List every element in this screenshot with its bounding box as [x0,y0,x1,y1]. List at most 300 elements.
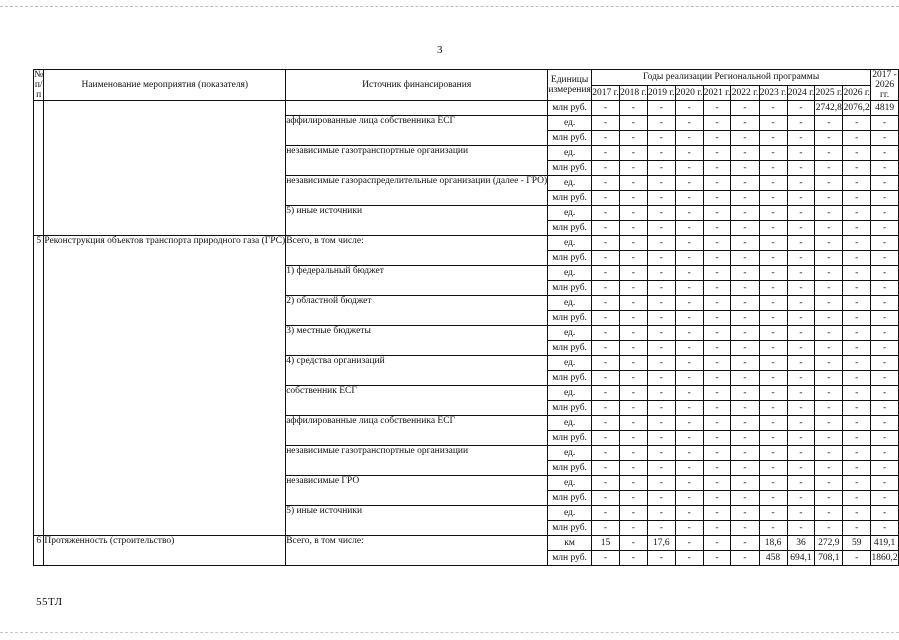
value-cell: - [787,431,815,446]
value-cell: 272,9 [815,536,843,551]
value-cell: - [843,161,871,176]
value-cell: - [619,476,647,491]
value-cell: - [815,236,843,251]
header-year: 2017 г. [592,85,620,101]
unit-cell: млн руб. [548,281,592,296]
value-cell: - [787,281,815,296]
value-cell: - [759,386,787,401]
unit-cell: млн руб. [548,491,592,506]
value-cell: - [787,206,815,221]
unit-cell: ед. [548,506,592,521]
value-cell: - [703,431,731,446]
value-cell: - [619,266,647,281]
value-cell: - [731,281,759,296]
value-cell: - [619,386,647,401]
value-cell: - [675,101,703,116]
value-cell: - [731,341,759,356]
value-cell: - [731,266,759,281]
item-name: Протяженность (строительство) [44,536,286,566]
value-cell: - [731,446,759,461]
value-cell: - [843,356,871,371]
value-cell: - [592,416,620,431]
value-cell: - [843,491,871,506]
unit-cell: млн руб. [548,311,592,326]
value-cell: - [675,356,703,371]
total-cell: - [871,191,899,206]
value-cell: - [647,401,675,416]
value-cell: - [731,176,759,191]
value-cell: - [703,356,731,371]
value-cell: - [815,221,843,236]
value-cell: - [759,251,787,266]
total-cell: - [871,296,899,311]
value-cell: - [647,431,675,446]
value-cell: - [843,326,871,341]
funding-source: независимые газотранспортные организации [286,446,548,476]
value-cell: - [619,236,647,251]
value-cell: - [843,371,871,386]
value-cell: - [619,371,647,386]
value-cell: - [703,476,731,491]
value-cell: - [592,521,620,536]
header-year: 2025 г. [815,85,843,101]
value-cell: - [619,446,647,461]
value-cell: - [703,461,731,476]
value-cell: - [647,161,675,176]
funding-source: аффилированные лица собственника ЕСГ [286,116,548,146]
value-cell: - [675,386,703,401]
value-cell: - [592,491,620,506]
header-year: 2021 г. [703,85,731,101]
unit-cell: ед. [548,266,592,281]
total-cell: - [871,431,899,446]
value-cell: - [619,326,647,341]
unit-cell: ед. [548,416,592,431]
header-year: 2019 г. [647,85,675,101]
value-cell: - [843,206,871,221]
unit-cell: ед. [548,146,592,161]
unit-cell: ед. [548,206,592,221]
value-cell: - [619,101,647,116]
value-cell: - [647,386,675,401]
unit-cell: ед. [548,116,592,131]
value-cell: - [815,371,843,386]
value-cell: - [675,236,703,251]
value-cell: - [647,446,675,461]
value-cell: - [675,446,703,461]
value-cell: - [759,506,787,521]
value-cell: - [619,251,647,266]
total-cell: - [871,206,899,221]
value-cell: - [619,551,647,566]
value-cell: - [647,176,675,191]
value-cell: - [731,326,759,341]
value-cell: - [703,536,731,551]
value-cell: - [787,476,815,491]
unit-cell: млн руб. [548,251,592,266]
value-cell: - [619,311,647,326]
value-cell: - [815,266,843,281]
total-cell: - [871,236,899,251]
value-cell: 708,1 [815,551,843,566]
value-cell: - [759,416,787,431]
total-cell: - [871,506,899,521]
value-cell: - [731,251,759,266]
value-cell: - [647,146,675,161]
value-cell: - [703,101,731,116]
value-cell: - [675,296,703,311]
value-cell: - [759,311,787,326]
unit-cell: млн руб. [548,401,592,416]
value-cell: - [843,401,871,416]
value-cell: - [647,101,675,116]
header-year: 2023 г. [759,85,787,101]
value-cell: - [787,236,815,251]
value-cell: - [592,251,620,266]
value-cell: - [815,161,843,176]
value-cell: - [759,491,787,506]
value-cell: - [703,551,731,566]
value-cell: - [815,341,843,356]
total-cell: - [871,521,899,536]
value-cell: - [787,221,815,236]
value-cell: - [675,146,703,161]
unit-cell: млн руб. [548,341,592,356]
total-cell: - [871,416,899,431]
value-cell: - [647,191,675,206]
value-cell: - [675,206,703,221]
value-cell: - [787,341,815,356]
total-cell: - [871,401,899,416]
value-cell: - [675,371,703,386]
value-cell: - [815,476,843,491]
value-cell: - [731,416,759,431]
value-cell: - [843,221,871,236]
value-cell: - [619,416,647,431]
table-header [34,70,899,101]
total-cell: - [871,281,899,296]
value-cell: - [815,296,843,311]
value-cell: - [592,296,620,311]
value-cell: - [787,266,815,281]
value-cell: - [759,101,787,116]
total-cell: - [871,461,899,476]
value-cell: - [592,131,620,146]
value-cell: - [731,461,759,476]
value-cell: - [703,161,731,176]
document-code: 55ТЛ [36,596,63,608]
value-cell: - [731,206,759,221]
value-cell: - [815,506,843,521]
value-cell: - [592,101,620,116]
value-cell: - [731,161,759,176]
value-cell: - [787,521,815,536]
value-cell: - [647,311,675,326]
value-cell: - [759,281,787,296]
value-cell: - [703,341,731,356]
total-cell: - [871,116,899,131]
unit-cell: млн руб. [548,101,592,116]
value-cell: - [731,521,759,536]
header-years-group: Годы реализации Региональной программы [592,70,871,86]
value-cell: - [619,491,647,506]
value-cell: - [815,446,843,461]
value-cell: - [731,146,759,161]
value-cell: - [592,191,620,206]
value-cell: - [731,431,759,446]
value-cell: - [703,371,731,386]
total-cell: - [871,371,899,386]
value-cell: - [731,191,759,206]
unit-cell: ед. [548,176,592,191]
value-cell: - [619,461,647,476]
value-cell: - [787,506,815,521]
funding-source: 3) местные бюджеты [286,326,548,356]
value-cell: - [619,161,647,176]
value-cell: - [703,281,731,296]
value-cell: - [675,491,703,506]
value-cell: - [703,446,731,461]
value-cell: - [619,116,647,131]
value-cell: - [815,521,843,536]
value-cell: - [592,281,620,296]
value-cell: - [619,521,647,536]
value-cell: - [759,266,787,281]
value-cell: - [759,521,787,536]
item-name [44,101,286,236]
value-cell: - [647,461,675,476]
funding-source [286,101,548,116]
total-cell: - [871,356,899,371]
value-cell: - [759,206,787,221]
unit-cell: млн руб. [548,431,592,446]
value-cell: - [675,176,703,191]
funding-source: независимые газораспределительные организации (далее - ГРО) [286,176,548,206]
value-cell: - [703,521,731,536]
value-cell: - [703,506,731,521]
value-cell: - [619,221,647,236]
value-cell: - [843,341,871,356]
value-cell: - [675,551,703,566]
total-cell: 4819 [871,101,899,116]
unit-cell: млн руб. [548,551,592,566]
value-cell: - [759,236,787,251]
value-cell: - [703,401,731,416]
item-name: Реконструкция объектов транспорта природного газа (ГРС) [44,236,286,536]
value-cell: - [731,116,759,131]
total-cell: 1860,2 [871,551,899,566]
value-cell: - [675,311,703,326]
value-cell: - [815,116,843,131]
value-cell: - [787,356,815,371]
value-cell: - [647,356,675,371]
value-cell: - [731,131,759,146]
value-cell: - [619,281,647,296]
unit-cell: ед. [548,476,592,491]
value-cell: - [647,281,675,296]
value-cell: - [787,191,815,206]
value-cell: - [647,371,675,386]
value-cell: - [843,431,871,446]
value-cell: - [787,401,815,416]
header-year: 2022 г. [731,85,759,101]
value-cell: - [815,131,843,146]
value-cell: - [592,146,620,161]
value-cell: - [815,251,843,266]
value-cell: - [815,281,843,296]
value-cell: - [592,446,620,461]
value-cell: - [815,386,843,401]
value-cell: - [815,326,843,341]
value-cell: - [619,401,647,416]
value-cell: - [843,191,871,206]
value-cell: - [759,371,787,386]
value-cell: - [815,431,843,446]
value-cell: - [647,266,675,281]
unit-cell: ед. [548,326,592,341]
value-cell: - [703,176,731,191]
value-cell: - [592,341,620,356]
value-cell: - [787,116,815,131]
value-cell: - [647,551,675,566]
header-year: 2020 г. [675,85,703,101]
value-cell: - [843,311,871,326]
value-cell: - [731,236,759,251]
value-cell: - [731,296,759,311]
value-cell: - [675,161,703,176]
value-cell: - [619,431,647,446]
unit-cell: млн руб. [548,461,592,476]
value-cell: - [731,551,759,566]
value-cell: - [787,161,815,176]
total-cell: - [871,446,899,461]
value-cell: - [592,176,620,191]
value-cell: - [815,176,843,191]
total-cell: - [871,221,899,236]
total-cell: - [871,491,899,506]
value-cell: - [619,191,647,206]
value-cell: - [759,401,787,416]
value-cell: - [815,491,843,506]
value-cell: - [759,176,787,191]
value-cell: - [647,476,675,491]
value-cell: - [619,356,647,371]
total-cell: - [871,341,899,356]
value-cell: - [647,416,675,431]
value-cell: - [675,476,703,491]
funding-source: 5) иные источники [286,506,548,536]
total-cell: 419,1 [871,536,899,551]
value-cell: - [843,506,871,521]
value-cell: - [731,491,759,506]
value-cell: - [731,506,759,521]
value-cell: - [675,401,703,416]
value-cell: - [592,206,620,221]
value-cell: - [647,221,675,236]
value-cell: - [675,191,703,206]
header-num: № п/п [34,70,44,100]
value-cell: - [731,536,759,551]
item-number [34,101,44,236]
total-cell: - [871,161,899,176]
value-cell: - [703,311,731,326]
unit-cell: млн руб. [548,521,592,536]
total-cell: - [871,476,899,491]
funding-source: аффилированные лица собственника ЕСГ [286,416,548,446]
value-cell: - [815,146,843,161]
total-cell: - [871,326,899,341]
value-cell: - [843,476,871,491]
value-cell: - [843,131,871,146]
funding-source: 5) иные источники [286,206,548,236]
value-cell: - [703,386,731,401]
total-cell: - [871,311,899,326]
value-cell: - [647,491,675,506]
value-cell: 694,1 [787,551,815,566]
value-cell: - [843,461,871,476]
value-cell: - [815,401,843,416]
value-cell: - [592,551,620,566]
unit-cell: км [548,536,592,551]
funding-source: независимые газотранспортные организации [286,146,548,176]
value-cell: - [843,446,871,461]
value-cell: - [592,506,620,521]
value-cell: - [675,326,703,341]
value-cell: - [619,296,647,311]
value-cell: - [592,386,620,401]
value-cell: - [703,491,731,506]
page-number: 3 [437,44,443,56]
value-cell: - [843,236,871,251]
total-cell: - [871,131,899,146]
value-cell: - [675,506,703,521]
value-cell: - [787,461,815,476]
total-cell: - [871,266,899,281]
value-cell: - [787,176,815,191]
table-row [34,536,899,551]
value-cell: 2742,8 [815,101,843,116]
value-cell: - [787,386,815,401]
value-cell: - [787,101,815,116]
value-cell: - [675,251,703,266]
value-cell: 458 [759,551,787,566]
value-cell: - [592,401,620,416]
header-year: 2024 г. [787,85,815,101]
funding-source: 1) федеральный бюджет [286,266,548,296]
value-cell: - [815,356,843,371]
value-cell: - [787,446,815,461]
value-cell: - [675,221,703,236]
value-cell: - [703,191,731,206]
funding-source: 4) средства организаций [286,356,548,386]
value-cell: - [759,446,787,461]
value-cell: - [731,221,759,236]
value-cell: - [815,191,843,206]
value-cell: - [675,431,703,446]
value-cell: - [619,176,647,191]
value-cell: - [731,371,759,386]
unit-cell: млн руб. [548,191,592,206]
value-cell: - [647,131,675,146]
value-cell: - [843,176,871,191]
value-cell: - [703,131,731,146]
value-cell: - [731,311,759,326]
value-cell: - [759,431,787,446]
value-cell: - [731,101,759,116]
unit-cell: млн руб. [548,221,592,236]
value-cell: - [703,266,731,281]
value-cell: - [731,386,759,401]
